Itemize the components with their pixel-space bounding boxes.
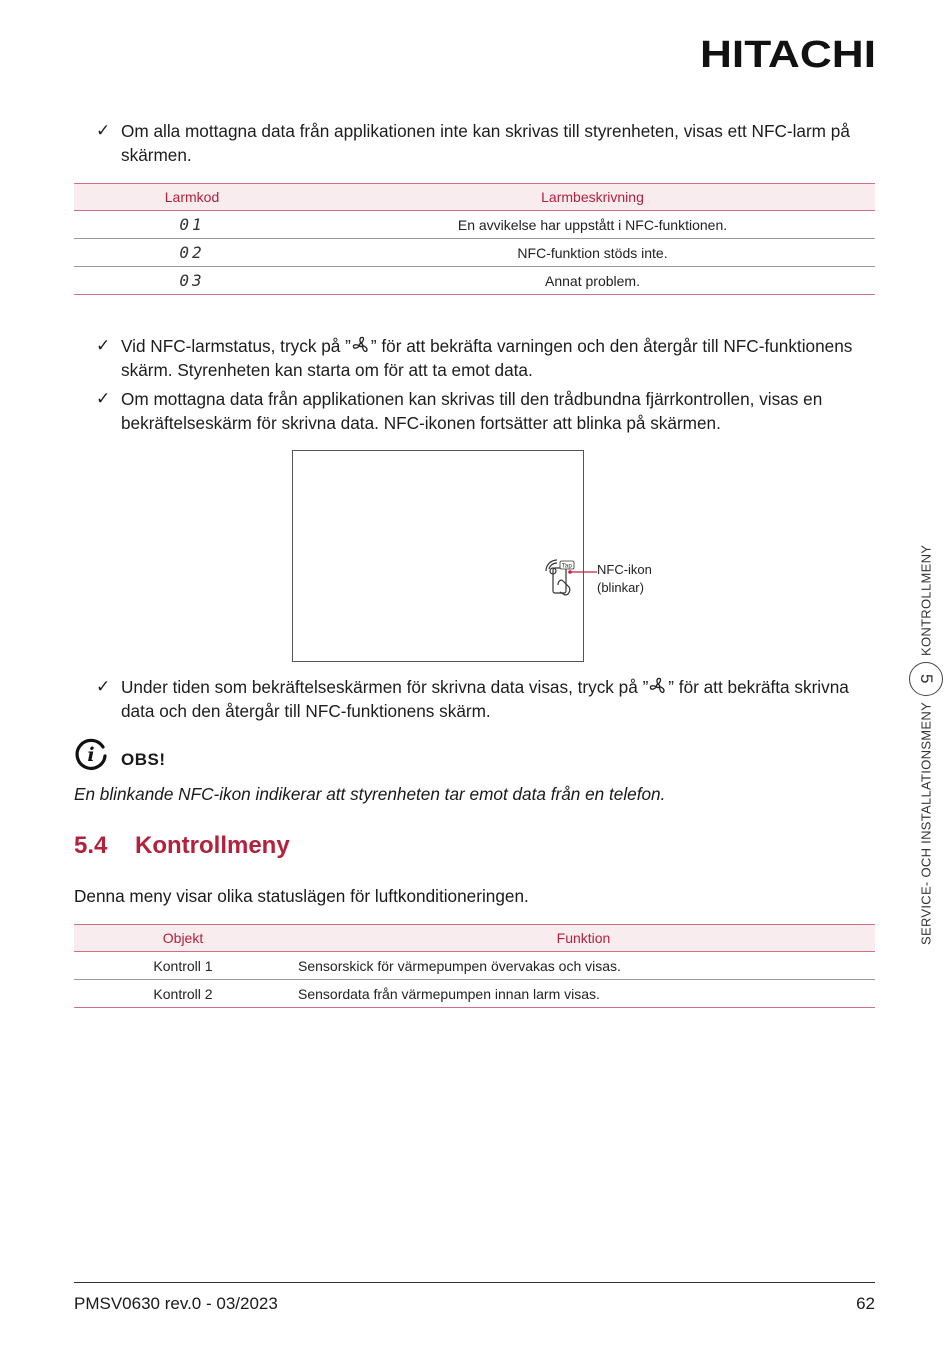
note-text: En blinkande NFC-ikon indikerar att styrenheten tar emot data från en telefon. — [74, 784, 666, 804]
bullet-text-post: ” för att bekräfta varningen och den återgår till NFC-funktionens skärm. Styrenheten kan starta om för att ta emot data. — [121, 336, 853, 380]
bullet-confirm-write — [96, 675, 886, 723]
control-function: Sensorskick för värmepumpen övervakas och visas. — [292, 952, 875, 980]
note-title: OBS! — [121, 750, 166, 769]
bullet-text-pre: Under tiden som bekräftelseskärmen för skrivna data visas, tryck på ” — [121, 677, 649, 697]
alarm-table — [74, 183, 875, 295]
table-header-description: Larmbeskrivning — [310, 184, 875, 211]
table-row — [74, 980, 875, 1008]
nfc-tap-icon — [543, 559, 577, 597]
table-row — [74, 952, 875, 980]
chapter-number-badge: 5 — [909, 662, 943, 696]
bullet-text-pre: Vid NFC-larmstatus, tryck på ” — [121, 336, 351, 356]
callout-line-2: (blinkar) — [597, 580, 644, 595]
alarm-code: 02 — [74, 239, 310, 267]
table-row — [74, 239, 875, 267]
check-icon: ✓ — [96, 677, 111, 696]
hitachi-logo — [700, 34, 878, 74]
section-number: 5.4 — [74, 832, 108, 859]
table-row — [74, 211, 875, 239]
bullet-text: Om alla mottagna data från applikationen inte kan skrivas till styrenheten, visas ett NFC-larm på skärmen. — [121, 121, 850, 165]
footer-divider — [74, 1282, 875, 1283]
fan-icon — [648, 677, 668, 695]
section-intro: Denna meny visar olika statuslägen för luftkonditioneringen. — [74, 886, 529, 906]
control-function: Sensordata från värmepumpen innan larm visas. — [292, 980, 875, 1008]
bullet-text — [121, 675, 886, 723]
alarm-code: 03 — [74, 267, 310, 295]
alarm-description: En avvikelse har uppstått i NFC-funktionen. — [310, 211, 875, 239]
side-tab-section-title: KONTROLLMENY — [918, 544, 934, 657]
table-header-function: Funktion — [292, 925, 875, 952]
bullet-write-data — [96, 387, 886, 435]
bullet-confirm-alarm — [96, 334, 886, 382]
controller-screen-figure — [292, 450, 584, 662]
section-heading — [74, 832, 290, 860]
bullet-text-post: ” för att bekräfta skrivna data och den återgår till NFC-funktionens skärm. — [121, 677, 849, 721]
footer-doc-id: PMSV0630 rev.0 - 03/2023 — [74, 1294, 278, 1313]
check-icon: ✓ — [96, 336, 111, 355]
fan-icon — [351, 336, 371, 354]
info-icon — [74, 737, 108, 771]
table-header-code: Larmkod — [74, 184, 310, 211]
alarm-code: 01 — [74, 211, 310, 239]
chapter-side-tab — [906, 540, 946, 950]
alarm-description: NFC-funktion stöds inte. — [310, 239, 875, 267]
table-row — [74, 267, 875, 295]
control-table — [74, 924, 875, 1008]
table-header-item: Objekt — [74, 925, 292, 952]
control-item: Kontroll 2 — [74, 980, 292, 1008]
nfc-icon-callout — [597, 561, 652, 597]
alarm-description: Annat problem. — [310, 267, 875, 295]
side-tab-chapter-title: SERVICE- OCH INSTALLATIONSMENY — [918, 702, 934, 946]
section-title: Kontrollmeny — [135, 832, 290, 859]
bullet-text — [121, 334, 886, 382]
check-icon: ✓ — [96, 121, 111, 140]
callout-line — [568, 570, 598, 574]
page-number: 62 — [856, 1294, 875, 1313]
bullet-nfc-alarm — [96, 119, 886, 167]
callout-line-1: NFC-ikon — [597, 562, 652, 577]
nfc-tap-label: Tap — [561, 562, 573, 570]
info-icon-letter: i — [87, 744, 95, 766]
logo-text: HITACHI — [700, 34, 876, 74]
bullet-text: Om mottagna data från applikationen kan skrivas till den trådbundna fjärrkontrollen, visas en bekräftelseskärm för skrivna data. NFC-ikonen fortsätter att blinka på skärmen. — [121, 389, 823, 433]
control-item: Kontroll 1 — [74, 952, 292, 980]
check-icon: ✓ — [96, 389, 111, 408]
